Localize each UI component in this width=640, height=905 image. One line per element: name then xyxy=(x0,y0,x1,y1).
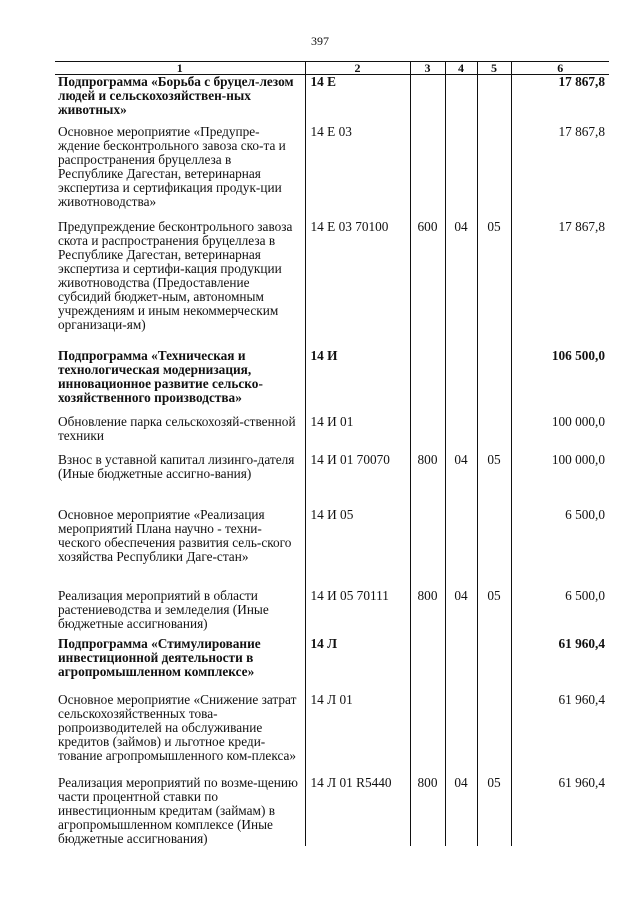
row-vr: 800 xyxy=(410,776,445,846)
row-code: 14 Е xyxy=(305,75,410,126)
row-name: Подпрограмма «Техническая и технологическая модернизация, инновационное развитие сельско-хозяйственного производства» xyxy=(55,349,305,415)
row-amount: 17 867,8 xyxy=(511,125,609,220)
row-code: 14 И 01 xyxy=(305,415,410,453)
row-pr xyxy=(477,637,511,693)
table-row xyxy=(55,637,609,693)
row-vr xyxy=(410,693,445,776)
row-rz: 04 xyxy=(445,776,477,846)
row-amount: 17 867,8 xyxy=(511,220,609,349)
row-rz: 04 xyxy=(445,453,477,508)
row-name: Реализация мероприятий по возме-щению части процентной ставки по инвестиционным кредитам (займам) в агропромышленном комплексе (Иные бюджетные ассигнования) xyxy=(55,776,305,846)
header-col-4: 4 xyxy=(445,62,477,75)
header-col-3: 3 xyxy=(410,62,445,75)
row-name: Подпрограмма «Борьба с бруцел-лезом людей и сельскохозяйствен-ных животных» xyxy=(55,75,305,126)
table-row xyxy=(55,776,609,846)
row-rz xyxy=(445,75,477,126)
row-amount: 6 500,0 xyxy=(511,508,609,589)
row-code: 14 Л 01 xyxy=(305,693,410,776)
table-row xyxy=(55,508,609,589)
row-vr: 600 xyxy=(410,220,445,349)
table-row xyxy=(55,75,609,126)
row-amount: 61 960,4 xyxy=(511,776,609,846)
table-row xyxy=(55,693,609,776)
row-name: Предупреждение бесконтрольного завоза скота и распространения бруцеллеза в Республике Дагестан, ветеринарная экспертиза и сертифи-кация продукции животноводства (Предоставление субсидий бюджет-ным, автономным учреждениям и иным некоммерческим организаци-ям) xyxy=(55,220,305,349)
table-row xyxy=(55,453,609,508)
row-pr xyxy=(477,415,511,453)
row-amount: 6 500,0 xyxy=(511,589,609,637)
row-vr xyxy=(410,75,445,126)
row-code: 14 И 05 70111 xyxy=(305,589,410,637)
row-pr xyxy=(477,693,511,776)
row-pr xyxy=(477,125,511,220)
row-rz xyxy=(445,637,477,693)
row-code: 14 И xyxy=(305,349,410,415)
table-row xyxy=(55,589,609,637)
row-name: Обновление парка сельскохозяй-ственной техники xyxy=(55,415,305,453)
row-pr xyxy=(477,349,511,415)
row-code: 14 И 01 70070 xyxy=(305,453,410,508)
row-rz xyxy=(445,693,477,776)
row-pr: 05 xyxy=(477,453,511,508)
table-row xyxy=(55,220,609,349)
row-name: Основное мероприятие «Снижение затрат сельскохозяйственных това-ропроизводителей на обслуживание кредитов (займов) и льготное креди-тование агропромышленного ком-плекса» xyxy=(55,693,305,776)
row-vr xyxy=(410,637,445,693)
row-amount: 100 000,0 xyxy=(511,415,609,453)
row-name: Реализация мероприятий в области растениеводства и земледелия (Иные бюджетные ассигнования) xyxy=(55,589,305,637)
row-rz xyxy=(445,508,477,589)
row-name: Взнос в уставной капитал лизинго-дателя (Иные бюджетные ассигно-вания) xyxy=(55,453,305,508)
row-code: 14 Л xyxy=(305,637,410,693)
table-row xyxy=(55,415,609,453)
row-vr xyxy=(410,415,445,453)
table-row xyxy=(55,349,609,415)
header-col-5: 5 xyxy=(477,62,511,75)
row-rz xyxy=(445,349,477,415)
row-pr xyxy=(477,508,511,589)
row-vr xyxy=(410,349,445,415)
row-pr: 05 xyxy=(477,220,511,349)
header-row xyxy=(55,62,609,75)
row-name: Подпрограмма «Стимулирование инвестиционной деятельности в агропромышленном комплексе» xyxy=(55,637,305,693)
row-pr xyxy=(477,75,511,126)
header-col-6: 6 xyxy=(511,62,609,75)
header-col-2: 2 xyxy=(305,62,410,75)
row-rz xyxy=(445,415,477,453)
row-amount: 17 867,8 xyxy=(511,75,609,126)
row-rz: 04 xyxy=(445,220,477,349)
row-vr: 800 xyxy=(410,589,445,637)
budget-table xyxy=(55,61,609,846)
row-code: 14 Л 01 R5440 xyxy=(305,776,410,846)
row-vr xyxy=(410,508,445,589)
row-rz xyxy=(445,125,477,220)
row-name: Основное мероприятие «Реализация мероприятий Плана научно - техни-ческого обеспечения развития сель-ского хозяйства Республики Даге-стан» xyxy=(55,508,305,589)
row-vr: 800 xyxy=(410,453,445,508)
row-pr: 05 xyxy=(477,776,511,846)
row-code: 14 Е 03 xyxy=(305,125,410,220)
row-code: 14 И 05 xyxy=(305,508,410,589)
row-amount: 106 500,0 xyxy=(511,349,609,415)
row-pr: 05 xyxy=(477,589,511,637)
row-amount: 61 960,4 xyxy=(511,693,609,776)
row-rz: 04 xyxy=(445,589,477,637)
row-amount: 100 000,0 xyxy=(511,453,609,508)
row-code: 14 Е 03 70100 xyxy=(305,220,410,349)
table-row xyxy=(55,125,609,220)
header-col-1: 1 xyxy=(55,62,305,75)
row-name: Основное мероприятие «Предупре-ждение бесконтрольного завоза ско-та и распространения бруцеллеза в Республике Дагестан, ветеринарная экспертиза и сертификация продук-ции животноводства» xyxy=(55,125,305,220)
page-number: 397 xyxy=(311,34,329,48)
row-vr xyxy=(410,125,445,220)
row-amount: 61 960,4 xyxy=(511,637,609,693)
